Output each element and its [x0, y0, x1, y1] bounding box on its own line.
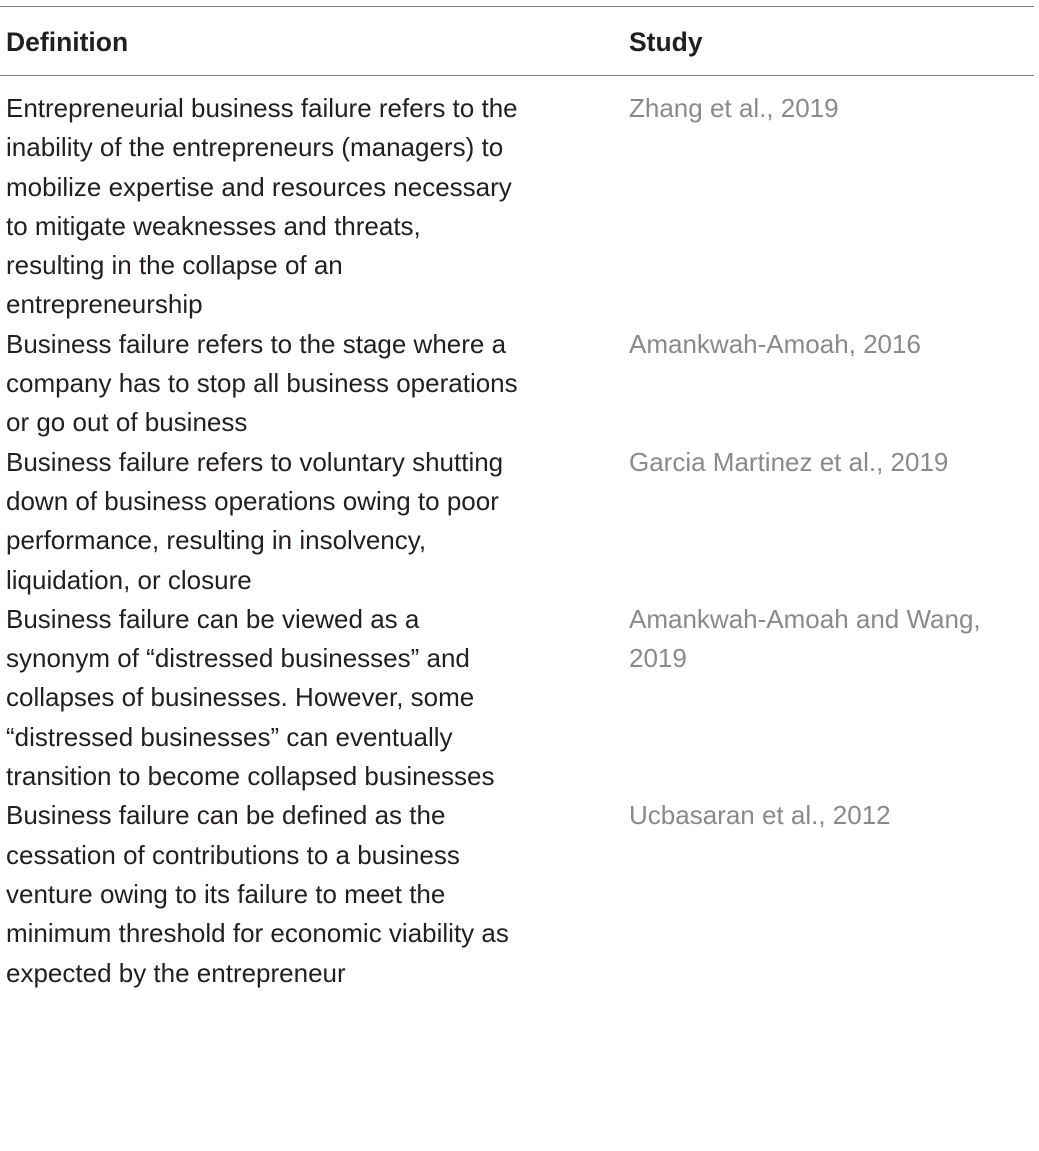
- study-cell: Ucbasaran et al., 2012: [629, 800, 891, 831]
- definition-cell: Entrepreneurial business failure refers to the inability of the entrepreneurs (managers) to mobilize expertise and resources necessary to mitigate weaknesses and threats, resulting in the collapse of an entrepreneurship: [6, 93, 518, 320]
- study-cell: Amankwah-Amoah and Wang, 2019: [629, 603, 981, 674]
- table-row: [0, 325, 1034, 443]
- table-row: [0, 600, 1034, 796]
- table-row: [0, 443, 1034, 600]
- definition-cell: Business failure refers to the stage where a company has to stop all business operations or go out of business: [6, 328, 518, 438]
- study-cell: Amankwah-Amoah, 2016: [629, 328, 921, 359]
- table-body: [0, 76, 1034, 993]
- table-header-row: [0, 7, 1034, 76]
- definition-cell: Business failure can be viewed as a synonym of “distressed businesses” and collapses of businesses. However, some “distressed businesses” can eventually transition to become collapsed businesses: [6, 603, 495, 792]
- table-row: [0, 89, 1034, 325]
- definitions-table: [0, 6, 1034, 993]
- definition-cell: Business failure refers to voluntary shutting down of business operations owing to poor performance, resulting in insolvency, liquidation, or closure: [6, 446, 504, 595]
- header-definition: Definition: [6, 26, 129, 57]
- header-study: Study: [629, 26, 703, 57]
- definition-cell: Business failure can be defined as the cessation of contributions to a business venture owing to its failure to meet the minimum threshold for economic viability as expected by the entrepreneur: [6, 800, 509, 988]
- study-cell: Zhang et al., 2019: [629, 93, 839, 123]
- study-cell: Garcia Martinez et al., 2019: [629, 446, 949, 477]
- table-row: [0, 796, 1034, 992]
